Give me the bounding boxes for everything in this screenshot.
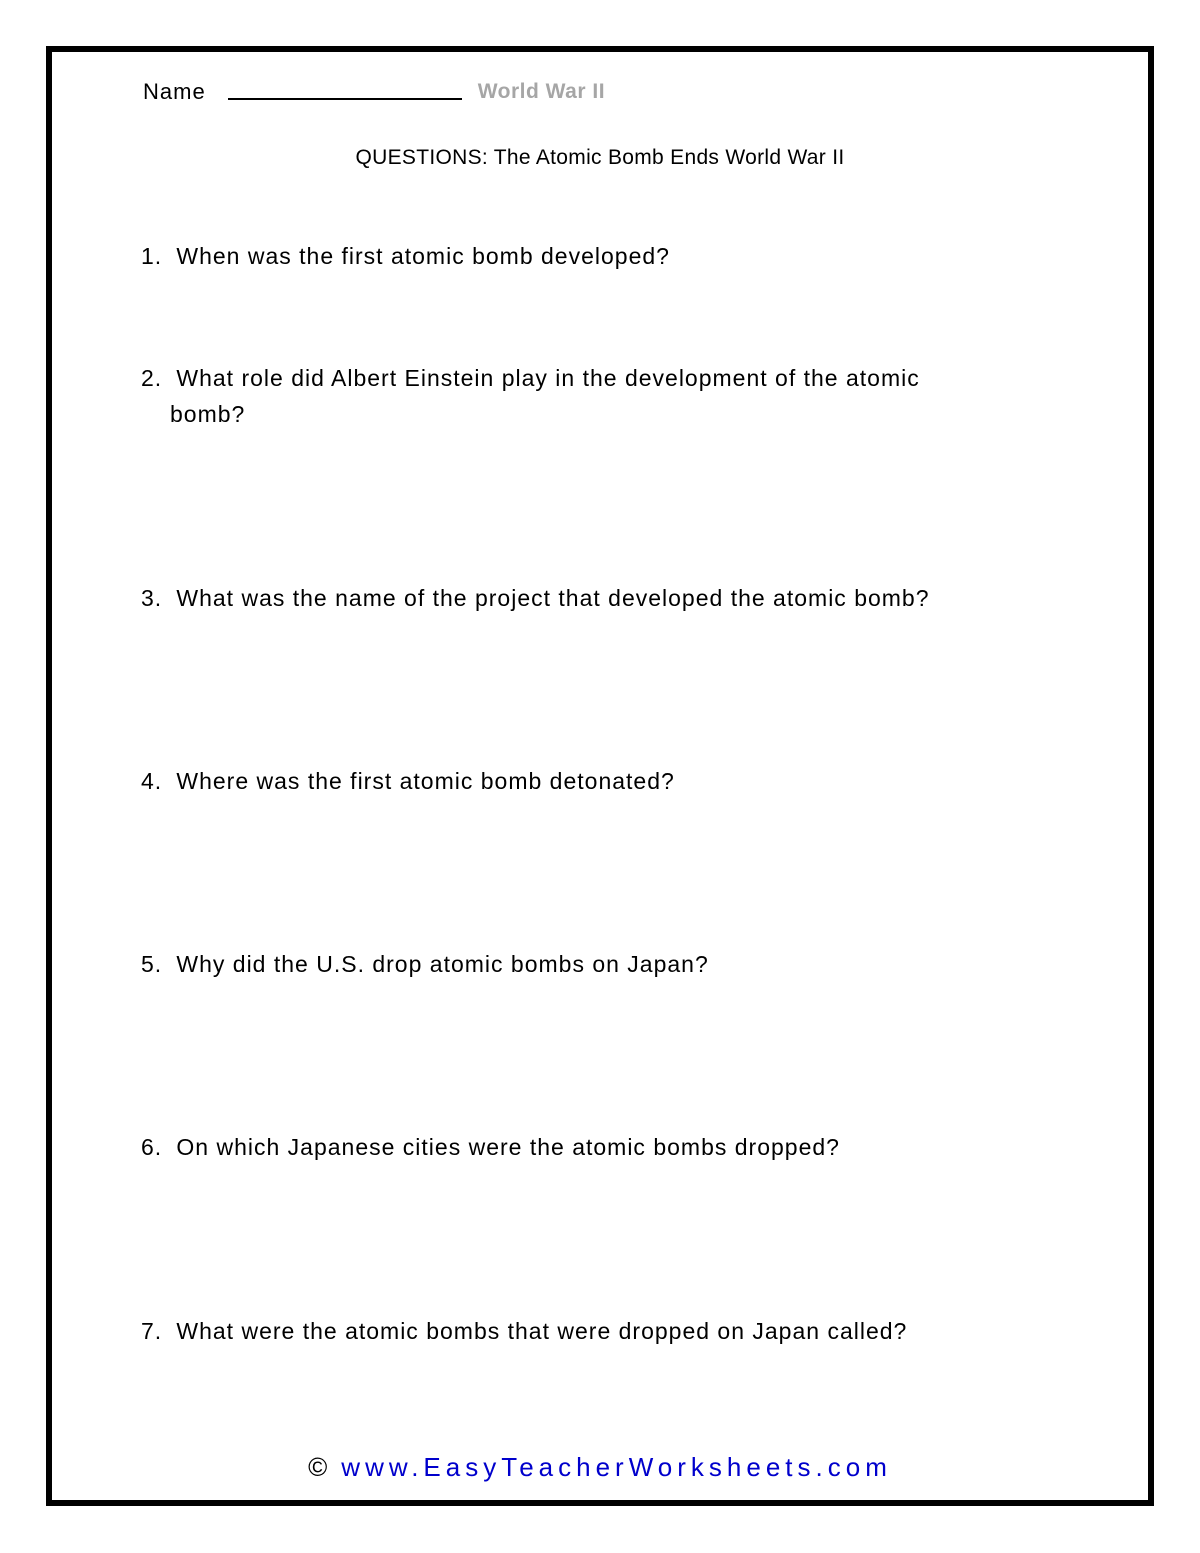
copyright-symbol: © <box>308 1452 328 1482</box>
question-number: 1. <box>141 243 163 269</box>
question-number: 5. <box>141 951 163 977</box>
question-text: When was the first atomic bomb developed? <box>176 243 670 269</box>
question-text: What role did Albert Einstein play in the development of the atomic <box>176 365 920 391</box>
question-7 <box>141 1313 1041 1349</box>
question-1 <box>141 238 1041 274</box>
question-text-continued: bomb? <box>170 401 246 427</box>
question-number: 7. <box>141 1318 163 1344</box>
subject-label: World War II <box>477 80 606 103</box>
question-number: 2. <box>141 365 163 391</box>
website-link[interactable]: www.EasyTeacherWorksheets.com <box>341 1452 892 1482</box>
question-5 <box>141 946 1041 982</box>
worksheet-header <box>143 76 605 106</box>
question-text: What was the name of the project that developed the atomic bomb? <box>176 585 930 611</box>
worksheet-title: QUESTIONS: The Atomic Bomb Ends World War II <box>355 146 845 169</box>
question-text: Why did the U.S. drop atomic bombs on Japan? <box>176 951 709 977</box>
name-blank-line <box>228 98 462 100</box>
question-2 <box>141 360 1041 432</box>
question-text: What were the atomic bombs that were dropped on Japan called? <box>176 1318 908 1344</box>
question-number: 6. <box>141 1134 163 1160</box>
question-number: 4. <box>141 768 163 794</box>
name-label: Name <box>143 79 206 104</box>
question-text: Where was the first atomic bomb detonated? <box>176 768 675 794</box>
question-4 <box>141 763 1041 799</box>
question-text: On which Japanese cities were the atomic bombs dropped? <box>176 1134 840 1160</box>
footer <box>0 1450 1200 1484</box>
question-6 <box>141 1129 1041 1165</box>
question-number: 3. <box>141 585 163 611</box>
question-3 <box>141 580 1041 616</box>
